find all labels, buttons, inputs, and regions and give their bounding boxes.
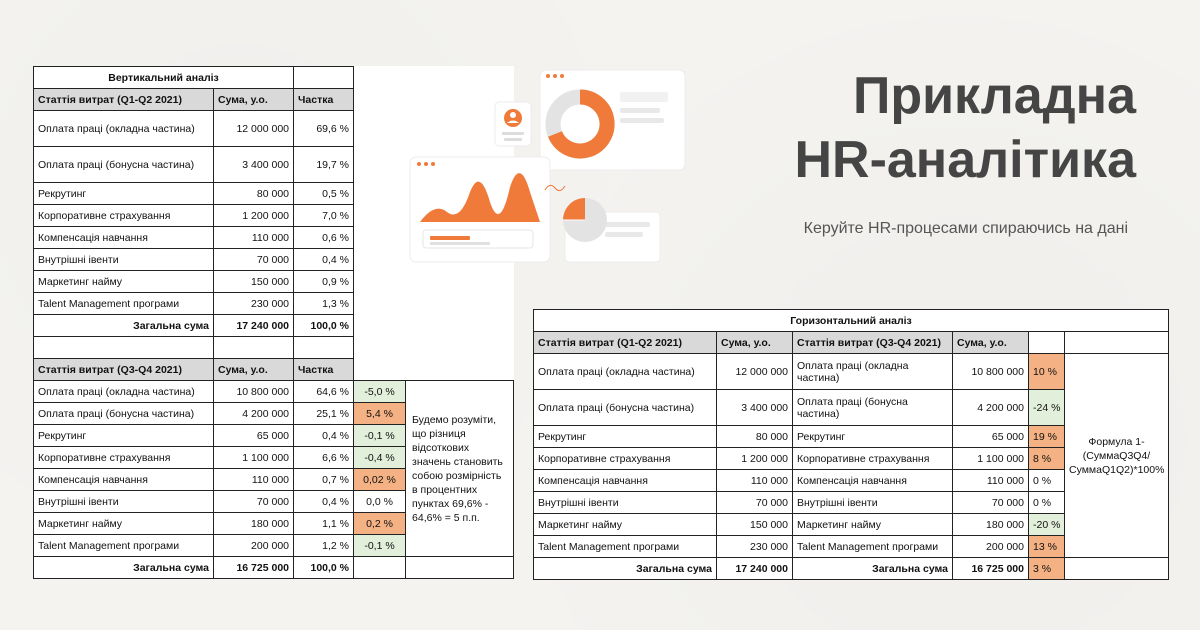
empty-cell	[294, 67, 354, 89]
item-sum: 150 000	[214, 271, 294, 293]
item-sum-q1q2: 150 000	[717, 514, 793, 536]
horizontal-analysis-table	[533, 309, 1169, 580]
share-difference: 0,2 %	[354, 513, 406, 535]
horizontal-title: Горизонтальний аналіз	[534, 310, 1169, 332]
item-name-q3q4: Маркетинг найму	[793, 514, 953, 536]
item-sum-q1q2: 12 000 000	[717, 354, 793, 390]
table-row	[534, 354, 1169, 390]
item-sum-q1q2: 3 400 000	[717, 390, 793, 426]
item-name-q1q2: Маркетинг найму	[534, 514, 717, 536]
item-name-q1q2: Оплата праці (бонусна частина)	[534, 390, 717, 426]
pie-chart-icon	[563, 198, 607, 242]
item-sum: 12 000 000	[214, 111, 294, 147]
item-share: 6,6 %	[294, 447, 354, 469]
item-sum: 1 200 000	[214, 205, 294, 227]
item-name: Корпоративне страхування	[34, 205, 214, 227]
item-name-q1q2: Рекрутинг	[534, 426, 717, 448]
item-share: 19,7 %	[294, 147, 354, 183]
item-name-q1q2: Корпоративне страхування	[534, 448, 717, 470]
item-share: 7,0 %	[294, 205, 354, 227]
headline-line-1: Прикладна	[852, 67, 1136, 125]
empty-cell	[214, 337, 294, 359]
share-difference: -5,0 %	[354, 381, 406, 403]
item-sum-q3q4: 200 000	[953, 536, 1029, 558]
headline-line-2: HR-аналітика	[794, 131, 1136, 189]
item-sum-q3q4: 70 000	[953, 492, 1029, 514]
subtitle: Керуйте HR-процесами спираючись на дані	[803, 220, 1128, 237]
item-name-q3q4: Корпоративне страхування	[793, 448, 953, 470]
analytics-illustration	[405, 62, 695, 272]
item-sum-q1q2: 230 000	[717, 536, 793, 558]
total-share: 100,0 %	[294, 557, 354, 579]
header-share: Частка	[294, 359, 354, 381]
header-sum: Сума, у.о.	[214, 89, 294, 111]
table-row	[34, 381, 514, 403]
item-sum: 80 000	[214, 183, 294, 205]
item-name-q3q4: Оплата праці (окладна частина)	[793, 354, 953, 390]
total-label-q1q2: Загальна сума	[534, 558, 717, 580]
item-name-q3q4: Компенсація навчання	[793, 470, 953, 492]
item-sum-q3q4: 1 100 000	[953, 448, 1029, 470]
empty-cell	[406, 557, 514, 579]
item-share: 0,9 %	[294, 271, 354, 293]
avatar-card-icon	[495, 102, 531, 146]
item-name: Talent Management програми	[34, 293, 214, 315]
item-sum-q3q4: 110 000	[953, 470, 1029, 492]
item-sum-q1q2: 1 200 000	[717, 448, 793, 470]
total-label: Загальна сума	[34, 315, 214, 337]
item-sum: 110 000	[214, 469, 294, 491]
change-percent: -20 %	[1029, 514, 1065, 536]
total-row	[34, 315, 514, 337]
item-share: 0,6 %	[294, 227, 354, 249]
share-difference: -0,1 %	[354, 425, 406, 447]
item-sum: 70 000	[214, 249, 294, 271]
table-header-row	[534, 332, 1169, 354]
header-sum: Сума, у.о.	[214, 359, 294, 381]
total-sum: 17 240 000	[214, 315, 294, 337]
item-name: Рекрутинг	[34, 425, 214, 447]
change-percent: 8 %	[1029, 448, 1065, 470]
item-name: Компенсація навчання	[34, 469, 214, 491]
header-sum-q1q2: Сума, у.о.	[717, 332, 793, 354]
item-share: 0,4 %	[294, 249, 354, 271]
table-row	[34, 293, 514, 315]
item-name: Рекрутинг	[34, 183, 214, 205]
item-share: 69,6 %	[294, 111, 354, 147]
empty-cell	[294, 337, 354, 359]
change-percent: 13 %	[1029, 536, 1065, 558]
item-sum: 110 000	[214, 227, 294, 249]
total-change-percent: 3 %	[1029, 558, 1065, 580]
item-share: 1,2 %	[294, 535, 354, 557]
item-name: Оплата праці (бонусна частина)	[34, 403, 214, 425]
item-share: 1,1 %	[294, 513, 354, 535]
formula-note: Формула 1-(СуммаQ3Q4/СуммаQ1Q2)*100%	[1065, 354, 1169, 558]
item-name: Корпоративне страхування	[34, 447, 214, 469]
item-name-q3q4: Рекрутинг	[793, 426, 953, 448]
change-percent: -24 %	[1029, 390, 1065, 426]
item-name-q3q4: Talent Management програми	[793, 536, 953, 558]
item-share: 0,4 %	[294, 491, 354, 513]
item-name-q1q2: Компенсація навчання	[534, 470, 717, 492]
item-name: Маркетинг найму	[34, 271, 214, 293]
item-share: 0,5 %	[294, 183, 354, 205]
item-share: 25,1 %	[294, 403, 354, 425]
item-sum-q1q2: 110 000	[717, 470, 793, 492]
item-sum: 3 400 000	[214, 147, 294, 183]
share-difference: -0,1 %	[354, 535, 406, 557]
item-sum-q1q2: 80 000	[717, 426, 793, 448]
empty-cell	[354, 557, 406, 579]
total-label-q3q4: Загальна сума	[793, 558, 953, 580]
spacer-row	[34, 337, 514, 359]
total-row	[534, 558, 1169, 580]
header-item-q3q4: Статтія витрат (Q3-Q4 2021)	[793, 332, 953, 354]
item-name: Внутрішні івенти	[34, 491, 214, 513]
headline	[794, 64, 1136, 192]
empty-cell	[34, 337, 214, 359]
header-item-q1q2: Статтія витрат (Q1-Q2 2021)	[534, 332, 717, 354]
total-label: Загальна сума	[34, 557, 214, 579]
empty-cell	[1065, 332, 1169, 354]
total-sum-q3q4: 16 725 000	[953, 558, 1029, 580]
item-name-q3q4: Внутрішні івенти	[793, 492, 953, 514]
item-share: 0,7 %	[294, 469, 354, 491]
item-sum-q1q2: 70 000	[717, 492, 793, 514]
item-name-q1q2: Оплата праці (окладна частина)	[534, 354, 717, 390]
item-sum: 180 000	[214, 513, 294, 535]
empty-cell	[1065, 558, 1169, 580]
change-percent: 0 %	[1029, 492, 1065, 514]
header-item: Статтія витрат (Q3-Q4 2021)	[34, 359, 214, 381]
item-sum: 10 800 000	[214, 381, 294, 403]
header-share: Частка	[294, 89, 354, 111]
item-sum: 65 000	[214, 425, 294, 447]
share-difference: 0,02 %	[354, 469, 406, 491]
share-difference: 5,4 %	[354, 403, 406, 425]
change-percent: 19 %	[1029, 426, 1065, 448]
empty-cell	[1029, 332, 1065, 354]
item-share: 0,4 %	[294, 425, 354, 447]
share-difference: -0,4 %	[354, 447, 406, 469]
header-item: Статтія витрат (Q1-Q2 2021)	[34, 89, 214, 111]
item-share: 1,3 %	[294, 293, 354, 315]
item-sum: 4 200 000	[214, 403, 294, 425]
item-name: Маркетинг найму	[34, 513, 214, 535]
item-name: Оплата праці (бонусна частина)	[34, 147, 214, 183]
item-name: Оплата праці (окладна частина)	[34, 111, 214, 147]
change-percent: 10 %	[1029, 354, 1065, 390]
item-name: Оплата праці (окладна частина)	[34, 381, 214, 403]
item-sum: 230 000	[214, 293, 294, 315]
table-header-row	[34, 359, 514, 381]
total-share: 100,0 %	[294, 315, 354, 337]
item-sum: 1 100 000	[214, 447, 294, 469]
table-row	[34, 271, 514, 293]
total-sum-q1q2: 17 240 000	[717, 558, 793, 580]
explanation-note: Будемо розуміти, що різниця відсоткових значень становить собою розмірність в процентних пунктах 69,6% - 64,6% = 5 п.п.	[406, 381, 514, 557]
item-name-q1q2: Talent Management програми	[534, 536, 717, 558]
item-sum-q3q4: 180 000	[953, 514, 1029, 536]
item-name: Talent Management програми	[34, 535, 214, 557]
item-sum-q3q4: 4 200 000	[953, 390, 1029, 426]
header-sum-q3q4: Сума, у.о.	[953, 332, 1029, 354]
item-name: Компенсація навчання	[34, 227, 214, 249]
item-sum: 200 000	[214, 535, 294, 557]
item-name-q3q4: Оплата праці (бонусна частина)	[793, 390, 953, 426]
item-sum-q3q4: 65 000	[953, 426, 1029, 448]
change-percent: 0 %	[1029, 470, 1065, 492]
item-name-q1q2: Внутрішні івенти	[534, 492, 717, 514]
share-difference: 0,0 %	[354, 491, 406, 513]
total-sum: 16 725 000	[214, 557, 294, 579]
total-row	[34, 557, 514, 579]
item-sum: 70 000	[214, 491, 294, 513]
vertical-title: Вертикальний аналіз	[34, 67, 294, 89]
item-share: 64,6 %	[294, 381, 354, 403]
table-title-row	[534, 310, 1169, 332]
item-sum-q3q4: 10 800 000	[953, 354, 1029, 390]
item-name: Внутрішні івенти	[34, 249, 214, 271]
